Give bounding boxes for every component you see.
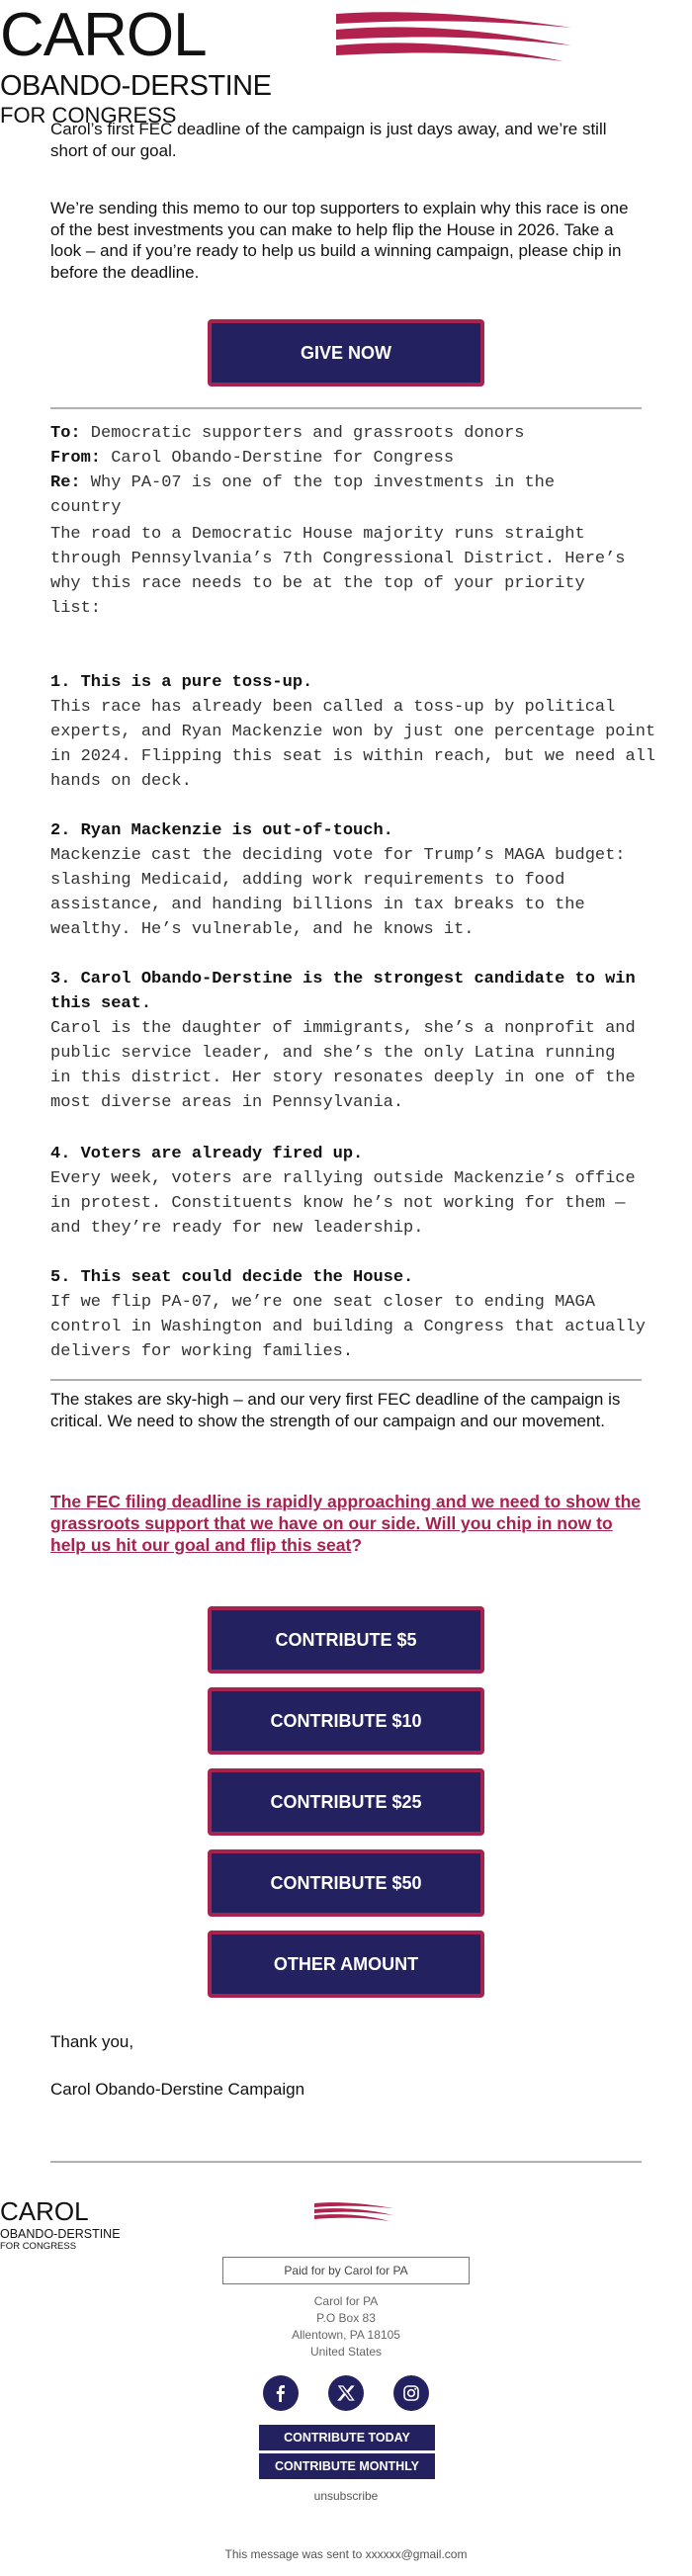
unsubscribe-link[interactable]: unsubscribe	[313, 2489, 379, 2503]
memo-to-value: Democratic supporters and grassroots donors	[80, 424, 525, 443]
memo-point-5	[50, 1265, 663, 1364]
point-5-body: If we flip PA-07, we’re one seat closer to ending MAGA control in Washington and building a Congress that actually delivers for working families.	[50, 1293, 646, 1361]
address-line: P.O Box 83	[316, 2311, 376, 2325]
footer-divider	[50, 2161, 642, 2163]
address-line: United States	[309, 2345, 383, 2359]
signoff-thanks: Thank you,	[50, 2032, 134, 2051]
intro-paragraph-2: We’re sending this memo to our top supporters to explain why this race is one of the best investments you can make to help flip the House in 2026. Take a look – and if you’re ready to help us build a winning campaign, please chip in before the deadline.	[50, 199, 629, 282]
intro-paragraph-1: Carol’s first FEC deadline of the campaign is just days away, and we’re still short of our goal.	[50, 120, 607, 160]
flag-swoosh-icon	[336, 6, 573, 65]
contribute-25-button[interactable]: CONTRIBUTE $25	[208, 1768, 484, 1836]
point-3-body: Carol is the daughter of immigrants, she’s a nonprofit and public service leader, and she’s the only Latina running in this district. Her story resonates deeply in one of the most diverse areas in Pennsylvania.	[50, 1019, 636, 1112]
logo-subtitle: OBANDO-DERSTINE	[0, 70, 272, 102]
signoff-sender: Carol Obando-Derstine Campaign	[50, 2080, 305, 2099]
address-line: Carol for PA	[313, 2294, 379, 2308]
give-now-button[interactable]: GIVE NOW	[208, 319, 484, 386]
contribute-10-button[interactable]: CONTRIBUTE $10	[208, 1687, 484, 1755]
divider	[50, 1379, 642, 1381]
footer-logo-subtitle: OBANDO-DERSTINE	[0, 2227, 121, 2241]
point-1-heading: 1. This is a pure toss-up.	[50, 673, 313, 692]
paid-for-box: Paid for by Carol for PA	[222, 2257, 470, 2284]
point-2-body: Mackenzie cast the deciding vote for Trump’s MAGA budget: slashing Medicaid, adding work requirements to food assistance, and handing billions in tax breaks to the wealthy. He’s vulnerable, and he knows it.	[50, 846, 626, 939]
memo-from-value: Carol Obando-Derstine for Congress	[101, 449, 455, 468]
memo-point-1	[50, 670, 663, 794]
memo-re-label: Re:	[50, 473, 81, 492]
memo-re-value: Why PA-07 is one of the top investments in the country	[50, 473, 556, 517]
point-2-heading: 2. Ryan Mackenzie is out-of-touch.	[50, 821, 393, 840]
point-5-heading: 5. This seat could decide the House.	[50, 1268, 414, 1287]
memo-to-label: To:	[50, 424, 81, 443]
divider	[50, 407, 642, 409]
contribute-5-button[interactable]: CONTRIBUTE $5	[208, 1606, 484, 1674]
memo-point-2	[50, 818, 663, 942]
stakes-paragraph: The stakes are sky-high – and our very first FEC deadline of the campaign is critical. We need to show the strength of our campaign and our movement.	[50, 1390, 621, 1430]
logo-for-congress: FOR CONGRESS	[0, 103, 177, 128]
point-3-heading: 3. Carol Obando-Derstine is the strongest candidate to win this seat.	[50, 970, 636, 1013]
memo-header	[50, 421, 663, 520]
point-4-heading: 4. Voters are already fired up.	[50, 1145, 364, 1163]
logo-name: CAROL	[0, 1, 207, 69]
point-1-body: This race has already been called a toss-up by political experts, and Ryan Mackenzie won by just one percentage point in 2024. Flipping this seat is within reach, but we need all hands on deck.	[50, 698, 656, 791]
contribute-50-button[interactable]: CONTRIBUTE $50	[208, 1849, 484, 1917]
ask-link[interactable]: The FEC filing deadline is rapidly approaching and we need to show the grassroots support that we have on our side. Will you chip in now to help us hit our goal and flip this seat	[50, 1492, 642, 1555]
memo-from-label: From:	[50, 449, 102, 468]
header-logo	[0, 0, 692, 128]
footer-logo	[0, 2196, 692, 2252]
contribute-monthly-button[interactable]: CONTRIBUTE MONTHLY	[259, 2453, 435, 2479]
instagram-icon[interactable]	[393, 2375, 429, 2411]
address-line: Allentown, PA 18105	[292, 2328, 400, 2342]
point-4-body: Every week, voters are rallying outside Mackenzie’s office in protest. Constituents know he’s not working for them — and they’re ready for new leadership.	[50, 1169, 636, 1238]
memo-point-3	[50, 967, 644, 1115]
flag-swoosh-icon	[314, 2200, 393, 2222]
facebook-icon[interactable]	[263, 2375, 299, 2411]
x-icon[interactable]	[328, 2375, 364, 2411]
sent-to-notice: This message was sent to xxxxxx@gmail.com	[224, 2547, 468, 2561]
ask-paragraph	[50, 1491, 644, 1556]
contribute-today-button[interactable]: CONTRIBUTE TODAY	[259, 2425, 435, 2450]
footer-logo-for-congress: FOR CONGRESS	[0, 2241, 77, 2252]
ask-end: ?	[351, 1535, 363, 1555]
footer-logo-name: CAROL	[0, 2196, 89, 2226]
memo-point-4	[50, 1142, 663, 1241]
footer-address	[198, 2293, 494, 2361]
memo-lead: The road to a Democratic House majority runs straight through Pennsylvania’s 7th Congressional District. Here’s why this race needs to be at the top of your priority list:	[50, 525, 626, 618]
other-amount-button[interactable]: OTHER AMOUNT	[208, 1931, 484, 1998]
